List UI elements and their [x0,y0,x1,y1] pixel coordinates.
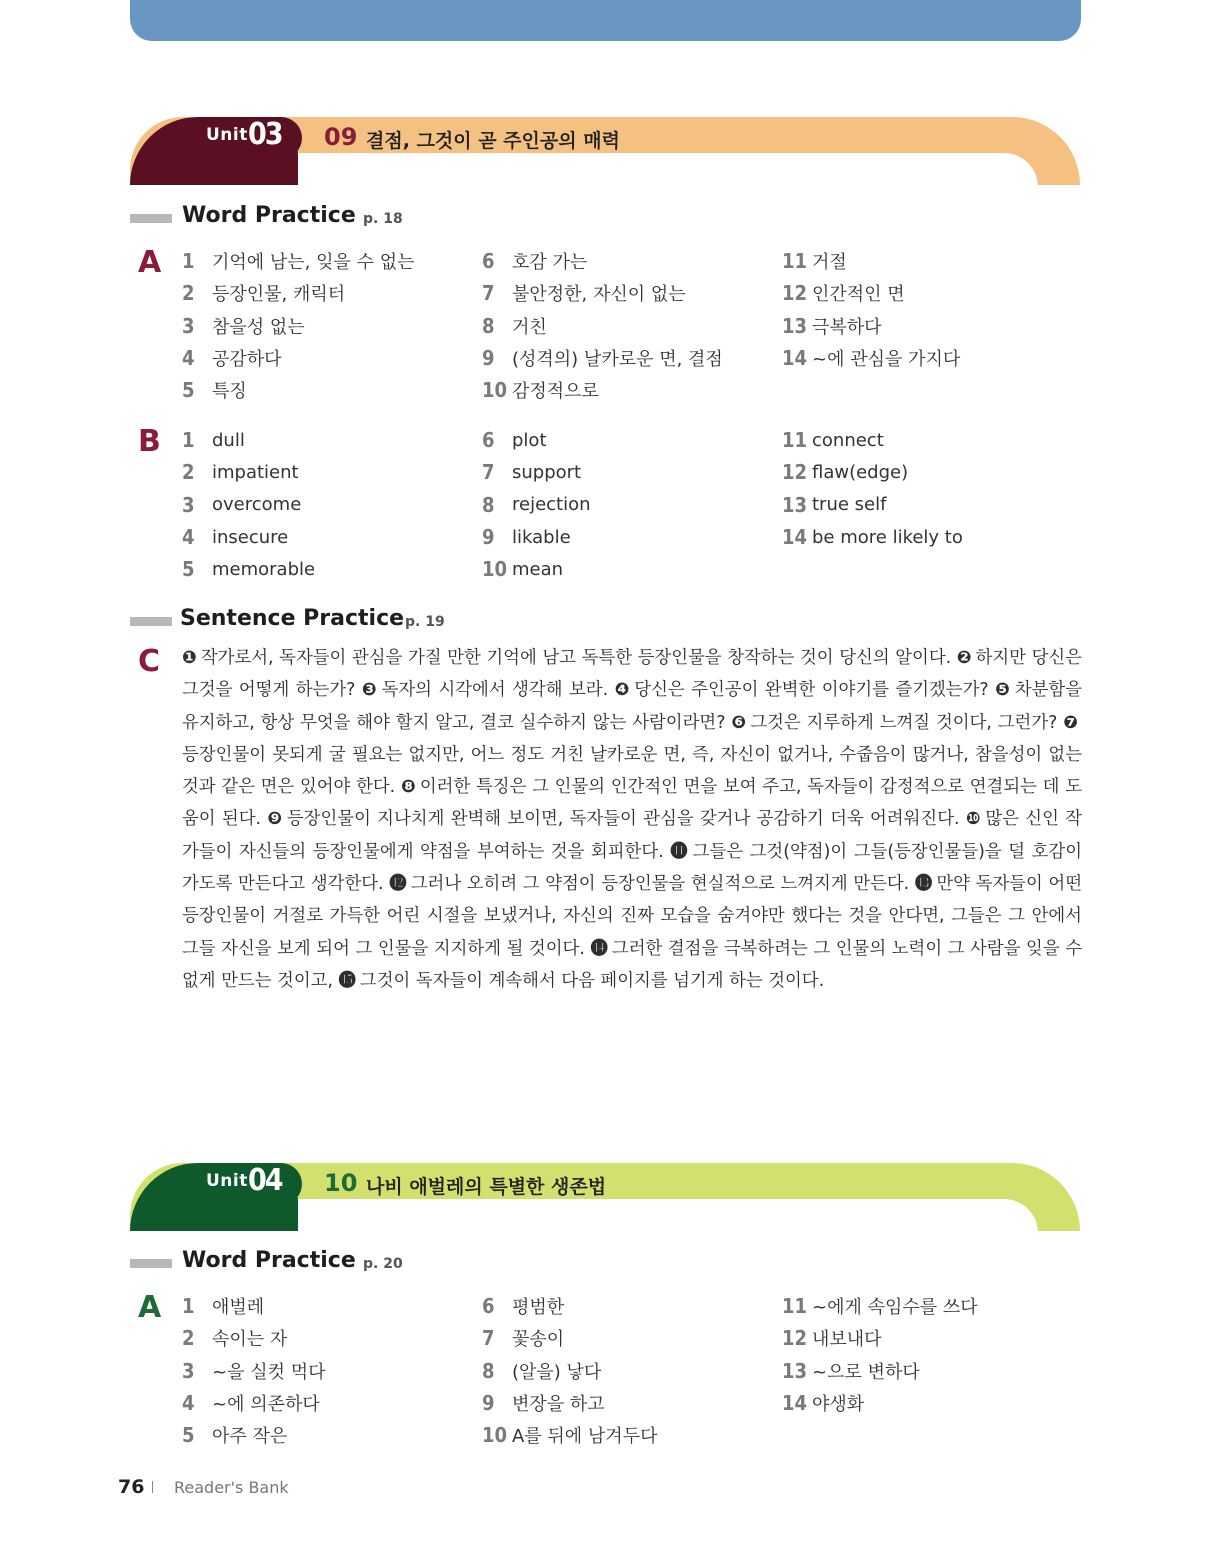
word-column [482,424,591,585]
word-column [782,1290,978,1419]
word-column [182,424,315,585]
page-number: 76 [118,1476,145,1498]
sentence-marker: ⓭ [914,874,933,895]
lesson-number: 09 [324,123,358,151]
list-item [482,521,591,553]
section-title: Word Practice [182,203,356,228]
list-item [482,1387,657,1419]
sentence-marker: ⓬ [389,874,407,895]
item-number: 6 [482,249,495,274]
unit-number: 04 [248,1163,282,1198]
list-item [782,489,963,521]
unit-label: Unit [206,125,248,145]
item-number: 9 [482,1391,495,1416]
part-letter-b: B [138,424,161,459]
item-text: 참을성 없는 [212,316,305,338]
sentence-text: 독자의 시각에서 생각해 보라. [381,680,609,701]
part-letter-a: A [138,245,162,280]
footer-divider [152,1481,153,1493]
item-number: 4 [182,346,195,371]
lesson-title: 나비 애벌레의 특별한 생존법 [366,1176,607,1198]
item-number: 1 [182,1294,195,1319]
item-text: 아주 작은 [212,1426,288,1448]
list-item [782,277,960,309]
section-word-practice [130,203,630,233]
list-item [182,489,315,521]
sentence-text: 등장인물이 지나치게 완벽해 보이면, 독자들이 관심을 갖거나 공감하기 더욱 어려워진다. [286,809,960,830]
list-item [482,342,723,374]
word-column [482,1290,657,1451]
sentence-marker: ⓯ [338,970,356,991]
item-text: 호감 가는 [512,252,588,274]
item-text: overcome [212,494,302,516]
list-item [482,1322,657,1354]
section-title: Word Practice [182,1248,356,1273]
item-number: 5 [182,378,195,403]
list-item [182,424,315,456]
sentence-marker: ❾ [267,809,283,830]
sentence-marker: ❸ [361,680,378,701]
item-number: 14 [782,346,808,371]
unit-label: Unit [206,1171,248,1191]
word-column [782,424,963,553]
list-item [482,489,591,521]
top-color-bar [130,0,1081,41]
item-number: 13 [782,1358,808,1383]
list-item [182,1290,325,1322]
word-column [182,1290,325,1451]
item-text: (알을) 낳다 [512,1361,602,1383]
sentence-paragraph [182,642,1082,997]
list-item [482,277,723,309]
item-text: 감정적으로 [512,381,599,403]
item-text: 거친 [512,316,547,338]
section-title: Sentence Practice [180,606,405,631]
list-item [782,245,960,277]
sentence-marker: ❽ [400,777,416,798]
sentence-text: 등장인물이 못되게 굴 필요는 없지만, 어느 정도 거친 날카로운 면, 즉, 자신이 없거나, 수줍음이 많거나, 참을성이 없는 것과 같은 면은 있어야 한다. [182,744,1082,798]
sentence-marker: ⓫ [670,841,689,862]
item-number: 14 [782,1391,808,1416]
sentence-text: 많은 신인 작가들이 자신들의 등장인물에게 약점을 부여하는 것을 회피한다. [182,809,1082,862]
list-item [782,1322,978,1354]
list-item [782,1387,978,1419]
item-text: 변장을 하고 [512,1394,605,1416]
section-page-ref: p. 20 [363,1256,403,1272]
list-item [182,1322,325,1354]
sentence-text: 만약 독자들이 어떤 등장인물이 거절로 가득한 어린 시절을 보냈거나, 자신의 진짜 모습을 숨겨야만 했다는 것을 안다면, 그들은 그 안에서 그들 자신을 보게 되어 그 인물을 지지하게 될 것이다. [182,874,1083,959]
list-item [782,1290,978,1322]
item-number: 6 [482,1294,495,1319]
item-number: 8 [482,492,495,517]
lesson-number: 10 [324,1169,358,1197]
item-number: 8 [482,1358,495,1383]
sentence-text: 그러한 결점을 극복하려는 그 인물의 노력이 그 사람을 잊을 수 없게 만드는 것이고, [182,938,1082,991]
item-text: mean [512,558,564,580]
sentence-text: 작가로서, 독자들이 관심을 가질 만한 기억에 남고 독특한 등장인물을 창작하는 것이 당신의 알이다. [200,648,952,668]
item-number: 3 [182,1358,195,1383]
item-text: 등장인물, 캐릭터 [212,284,346,306]
item-text: plot [512,429,547,451]
sentence-text: 당신은 주인공이 완벽한 이야기를 즐기겠는가? [634,680,989,701]
item-text: 공감하다 [212,349,282,371]
item-text: 거절 [812,252,847,274]
section-page-ref: p. 18 [363,211,403,227]
list-item [182,310,415,342]
sentence-marker: ❹ [614,680,631,701]
sentence-text: 그들은 그것(약점)이 그들(등장인물들)을 덜 호감이 가도록 만든다고 생각한다. [182,841,1082,895]
list-item [182,521,315,553]
item-number: 13 [782,492,808,517]
item-number: 10 [482,557,508,582]
book-title: Reader's Bank [174,1478,289,1497]
item-text: A를 뒤에 남겨두다 [512,1426,658,1448]
sentence-marker: ❶ [182,648,197,668]
section-page-ref: p. 19 [405,614,445,630]
word-column [482,245,723,406]
list-item [182,1355,325,1387]
list-item [482,456,591,488]
item-number: 7 [482,281,495,306]
item-text: 불안정한, 자신이 없는 [512,284,686,306]
list-item [182,1419,325,1451]
sentence-text: 이러한 특징은 그 인물의 인간적인 면을 보여 주고, 독자들이 감정적으로 연결되는 데 도움이 된다. [182,777,1082,830]
sentence-marker: ❷ [956,648,972,668]
item-text: ~을 실컷 먹다 [212,1361,326,1383]
item-text: memorable [212,558,316,580]
item-text: insecure [212,526,289,548]
list-item [782,310,960,342]
item-text: ~에 의존하다 [212,1394,320,1416]
sentence-marker: ❻ [731,712,747,733]
item-number: 10 [482,1423,508,1448]
item-number: 6 [482,428,495,453]
item-number: 11 [782,428,808,453]
item-number: 1 [182,249,195,274]
sentence-text: 그것은 지루하게 느껴질 것이다, 그런가? [750,712,1058,733]
item-text: ~에 관심을 가지다 [812,349,961,371]
item-number: 3 [182,492,195,517]
item-text: 기억에 남는, 잊을 수 없는 [212,252,415,274]
sentence-marker: ⓮ [590,938,608,959]
unit-banner-04 [130,1163,1080,1231]
sentence-text: 그러나 오히려 그 약점이 등장인물을 현실적으로 느껴지게 만든다. [410,874,910,895]
item-number: 3 [182,313,195,338]
item-number: 8 [482,313,495,338]
item-number: 12 [782,1326,808,1351]
section-sentence-practice [130,606,630,636]
item-number: 14 [782,525,808,550]
item-text: ~으로 변하다 [812,1361,920,1383]
list-item [482,1355,657,1387]
item-text: impatient [212,461,299,483]
item-number: 2 [182,1326,195,1351]
sentence-text: 하지만 당신은 그것을 어떻게 하는가? [182,648,1082,701]
item-number: 10 [482,378,508,403]
lesson-title: 결점, 그것이 곧 주인공의 매력 [366,130,620,152]
list-item [482,245,723,277]
item-text: 평범한 [512,1297,565,1319]
item-number: 2 [182,460,195,485]
word-column [182,245,415,406]
list-item [782,456,963,488]
item-text: 꽃송이 [512,1329,565,1351]
list-item [182,1387,325,1419]
item-text: rejection [512,494,591,516]
item-number: 11 [782,249,808,274]
item-number: 5 [182,557,195,582]
item-text: dull [212,429,245,451]
word-column [782,245,960,374]
part-letter-a: A [138,1290,162,1325]
item-text: support [512,461,582,483]
item-number: 13 [782,313,808,338]
list-item [482,374,723,406]
item-text: 인간적인 면 [812,284,905,306]
sentence-marker: ❺ [995,680,1011,701]
item-text: 애벌레 [212,1297,265,1319]
section-word-practice [130,1248,630,1278]
sentence-marker: ❿ [965,809,982,830]
item-number: 11 [782,1294,808,1319]
unit-banner-03 [130,117,1080,185]
list-item [482,553,591,585]
item-text: true self [812,494,887,516]
item-number: 1 [182,428,195,453]
item-text: ~에게 속임수를 쓰다 [812,1297,978,1319]
item-number: 4 [182,1391,195,1416]
item-number: 2 [182,281,195,306]
item-number: 7 [482,460,495,485]
item-text: 극복하다 [812,316,882,338]
item-text: likable [512,526,571,548]
sentence-text: 차분함을 유지하고, 항상 무엇을 해야 할지 알고, 결코 실수하지 않는 사람이라면? [182,680,1083,733]
item-number: 12 [782,281,808,306]
item-number: 5 [182,1423,195,1448]
list-item [482,1419,657,1451]
sentence-marker: ❼ [1063,712,1078,733]
item-text: connect [812,429,884,451]
list-item [182,456,315,488]
list-item [182,245,415,277]
item-text: 내보내다 [812,1329,882,1351]
list-item [182,342,415,374]
list-item [182,374,415,406]
unit-number: 03 [248,117,282,152]
item-number: 4 [182,525,195,550]
list-item [782,521,963,553]
list-item [182,277,415,309]
sentence-text: 그것이 독자들이 계속해서 다음 페이지를 넘기게 하는 것이다. [359,970,825,991]
item-text: (성격의) 날카로운 면, 결점 [512,349,723,371]
item-text: 특징 [212,381,247,403]
item-number: 7 [482,1326,495,1351]
list-item [482,1290,657,1322]
list-item [482,424,591,456]
item-number: 9 [482,525,495,550]
item-text: flaw(edge) [812,461,909,483]
item-number: 9 [482,346,495,371]
part-letter-c: C [138,644,161,679]
list-item [782,424,963,456]
list-item [782,1355,978,1387]
item-number: 12 [782,460,808,485]
list-item [182,553,315,585]
item-text: 야생화 [812,1394,865,1416]
list-item [482,310,723,342]
list-item [782,342,960,374]
item-text: be more likely to [812,526,963,548]
item-text: 속이는 자 [212,1329,288,1351]
